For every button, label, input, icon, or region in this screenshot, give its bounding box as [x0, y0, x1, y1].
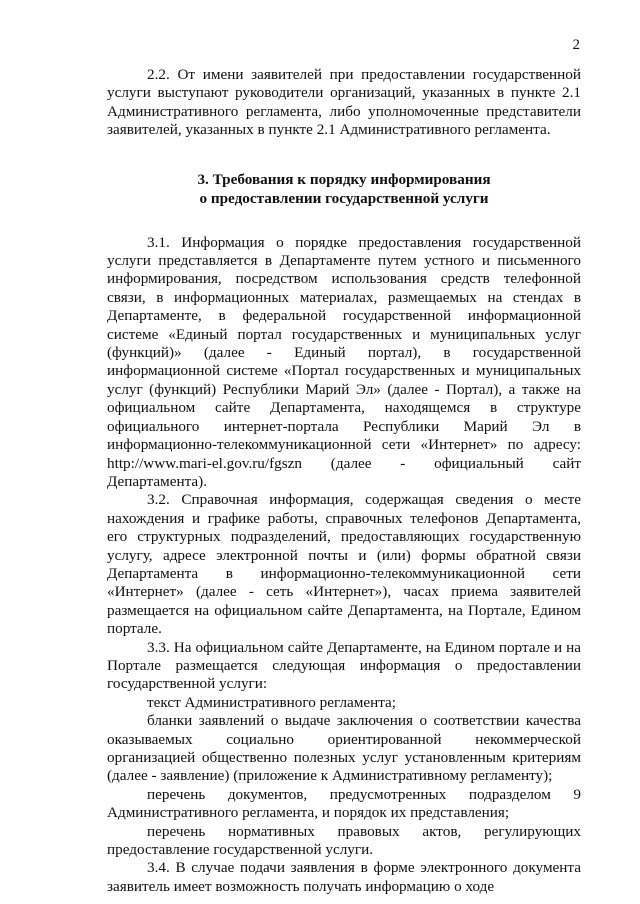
section-heading: [107, 170, 581, 208]
paragraph-2-2: 2.2. От имени заявителей при предоставлении государственной услуги выступают руководители организаций, указанных в пункте 2.1 Административного регламента, либо уполномоченные представители заявителей, указанных в пункте 2.1 Административного регламента.: [107, 66, 581, 139]
paragraph-3-4: 3.4. В случае подачи заявления в форме электронного документа заявитель имеет возможность получать информацию о ходе: [107, 859, 581, 895]
paragraph-3-1: 3.1. Информация о порядке предоставления государственной услуги представляется в Департаменте путем устного и письменного информирования, посредством использования средств телефонной связи, в информационных материалах, размещаемых на стендах в Департаменте, в федеральной государственной информационной системе «Единый портал государственных и муниципальных услуг (функций)» (далее - Единый портал), в государственной информационной системе «Портал государственных и муниципальных услуг (функций) Республики Марий Эл» (далее - Портал), а также на официальном сайте Департамента, находящемся в структуре официального интернет-портала Республики Марий Эл в информационно-телекоммуникационной сети «Интернет» по адресу: http://www.mari-el.gov.ru/fgszn (далее - официальный сайт Департамента).: [107, 233, 581, 490]
list-item-legal-acts: перечень нормативных правовых актов, регулирующих предоставление государственной услуги.: [107, 822, 581, 859]
list-item-application-forms: бланки заявлений о выдаче заключения о соответствии качества оказываемых социально ориентированной некоммерческой организацией общественно полезных услуг установленным критериям (далее - заявление) (приложение к Административному регламенту);: [107, 712, 581, 785]
page-number: 2: [572, 37, 580, 53]
paragraph-3-3: 3.3. На официальном сайте Департаменте, на Едином портале и на Портале размещается следующая информация о предоставлении государственной услуги:: [107, 638, 581, 693]
document-body: [107, 66, 581, 896]
section-heading-line-2: о предоставлении государственной услуги: [199, 189, 489, 207]
section-heading-line-1: 3. Требования к порядку информирования: [197, 170, 491, 188]
paragraph-3-2: 3.2. Справочная информация, содержащая сведения о месте нахождения и графике работы, справочных телефонов Департамента, его структурных подразделений, предоставляющих государственную услугу, адресе электронной почты и (или) формы обратной связи Департамента в информационно-телекоммуникационной сети «Интернет» (далее - сеть «Интернет»), часах приема заявителей размещается на официальном сайте Департамента, на Портале, Едином портале.: [107, 491, 581, 638]
list-item-documents-list: перечень документов, предусмотренных подразделом 9 Административного регламента, и порядок их представления;: [107, 785, 581, 822]
list-item-regulation-text: текст Административного регламента;: [147, 693, 397, 711]
